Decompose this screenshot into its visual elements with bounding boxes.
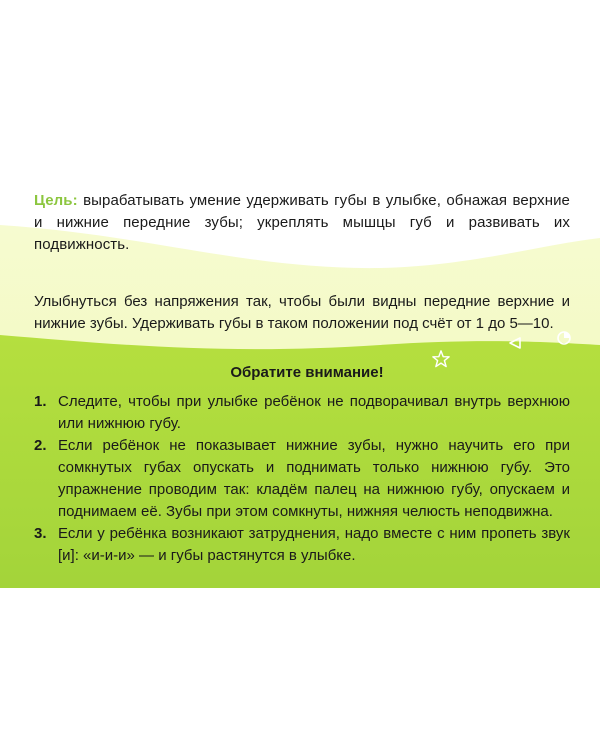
goal-paragraph (34, 190, 570, 256)
tip-number: 3. (34, 525, 47, 542)
tip-text: Если у ребёнка возникают затруднения, надо вместе с ним пропеть звук [и]: «и-и-и» — и губы растянутся в улыбке. (58, 525, 570, 564)
tip-number: 1. (34, 393, 47, 410)
tip-item-2 (34, 435, 570, 523)
tip-text: Если ребёнок не показывает нижние зубы, нужно научить его при сомкнутых губах опускать и поднимать только нижнюю губу. Это упражнение проводим так: кладём палец на нижнюю губу, опускаем и поднимаем её. Зубы при этом сомкнуты, нижняя челюсть неподвижна. (58, 437, 570, 520)
tip-number: 2. (34, 437, 47, 454)
goal-label: Цель: (34, 192, 78, 209)
tip-item-3 (34, 523, 570, 567)
exercise-instructions: Улыбнуться без напряжения так, чтобы были видны передние верхние и нижние зубы. Удерживать губы в таком положении под счёт от 1 до 5—10. (34, 293, 570, 332)
attention-title: Обратите внимание! (230, 364, 384, 381)
tips-list (34, 391, 570, 567)
tip-item-1 (34, 391, 570, 435)
attention-section (34, 363, 570, 567)
tip-text: Следите, чтобы при улыбке ребёнок не подворачивал внутрь верхнюю или нижнюю губу. (58, 393, 570, 432)
triangle-icon (508, 336, 522, 350)
goal-text: вырабатывать умение удерживать губы в улыбке, обнажая верхние и нижние передние зубы; укреплять мышцы губ и развивать их подвижность. (34, 192, 570, 253)
